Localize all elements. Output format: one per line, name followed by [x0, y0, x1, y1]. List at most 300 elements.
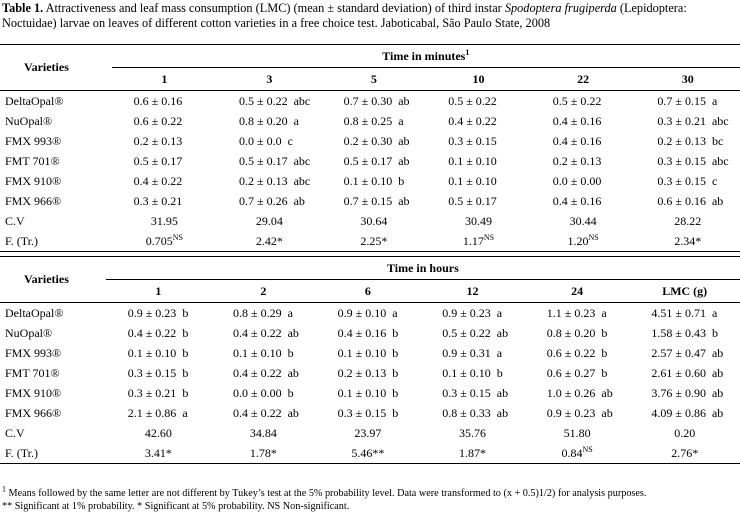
variety-name: FMT 701®: [5, 153, 60, 168]
table-row: [0, 111, 740, 131]
f-value: [426, 231, 531, 252]
cell-value: 0.0 ± 0.0: [239, 133, 282, 148]
cell-wrap: [106, 346, 211, 361]
data-cell: [217, 131, 322, 151]
cell-wrap: [112, 194, 217, 209]
data-cell: [112, 91, 217, 112]
data-cell: [106, 363, 211, 383]
significance-letter: ab: [496, 405, 509, 420]
cell-wrap: [525, 366, 630, 381]
data-cell: [211, 363, 316, 383]
cell-value: 0.3 ± 0.21: [657, 113, 706, 128]
significance-letter: abc: [293, 153, 311, 168]
cell-value: 4.09 ± 0.86: [651, 405, 706, 420]
data-cell: [531, 111, 636, 131]
f-value: [322, 231, 427, 252]
cell-wrap: [525, 406, 630, 421]
cv-value: 30.44: [569, 213, 597, 228]
cell-value: 0.5 ± 0.22: [552, 93, 602, 108]
varieties-header: Varieties: [0, 45, 112, 91]
cell-value: 0.8 ± 0.20: [546, 325, 596, 340]
f-number: 0.705: [145, 233, 173, 248]
data-cell: [322, 111, 427, 131]
cell-wrap: [420, 306, 525, 321]
cell-value: 3.76 ± 0.90: [651, 385, 706, 400]
cell-wrap: [426, 154, 531, 169]
cell-value: 0.3 ± 0.15: [657, 173, 706, 188]
table-caption: [2, 1, 738, 31]
data-cell: [629, 403, 740, 423]
data-cell: [525, 403, 630, 423]
cell-value: 0.3 ± 0.21: [133, 193, 183, 208]
footnote-1-sup: 1: [2, 484, 6, 494]
f-number: 1.87*: [459, 445, 486, 460]
significance-letter: ab: [711, 385, 724, 400]
group-header: [112, 45, 740, 68]
cell-value: 0.3 ± 0.15: [337, 405, 387, 420]
cell-wrap: [426, 114, 531, 129]
f-value: [106, 443, 211, 464]
cell-value: 0.2 ± 0.13: [239, 173, 288, 188]
cell-wrap: [112, 134, 217, 149]
cell-value: 0.1 ± 0.10: [448, 173, 497, 188]
data-cell: [106, 403, 211, 423]
cell-value: 2.1 ± 0.86: [127, 405, 177, 420]
variety-name: FMX 966®: [5, 193, 62, 208]
cell-wrap: [629, 366, 740, 381]
data-cell: [629, 323, 740, 343]
column-header: 12: [466, 283, 479, 298]
cell-wrap: [420, 386, 525, 401]
cell-value: 2.61 ± 0.60: [651, 365, 706, 380]
f-value: [531, 231, 636, 252]
footnotes: [2, 484, 740, 513]
cell-value: 0.7 ± 0.15: [343, 193, 393, 208]
significance-letter: abc: [293, 173, 311, 188]
significance-letter: ab: [398, 193, 410, 208]
data-cell: [211, 383, 316, 403]
data-cell: [629, 363, 740, 383]
footnote-2: ** Significant at 1% probability. * Significant at 5% probability. NS Non-significant.: [2, 501, 350, 512]
data-cell: [316, 323, 421, 343]
variety-name: NuOpal®: [5, 325, 53, 340]
cell-wrap: [635, 114, 740, 129]
data-cell: [106, 303, 211, 324]
significance-letter: b: [392, 345, 399, 360]
cell-wrap: [211, 366, 316, 381]
cell-wrap: [629, 406, 740, 421]
column-header: LMC (g): [662, 283, 708, 298]
cell-wrap: [112, 114, 217, 129]
cell-value: 0.3 ± 0.15: [127, 365, 177, 380]
cell-value: 0.8 ± 0.29: [233, 305, 282, 320]
significance-letter: a: [293, 113, 299, 128]
cv-value: 31.95: [150, 213, 178, 228]
data-cell: [420, 303, 525, 324]
cv-value: 28.22: [674, 213, 702, 228]
cell-value: 0.1 ± 0.10: [442, 365, 491, 380]
cell-wrap: [322, 154, 427, 169]
significance-letter: ab: [711, 193, 724, 208]
f-value: [211, 443, 316, 464]
data-cell: [426, 151, 531, 171]
significance-letter: b: [182, 345, 189, 360]
cell-wrap: [322, 174, 427, 189]
significance-letter: b: [601, 345, 608, 360]
data-cell: [635, 131, 740, 151]
data-cell: [217, 91, 322, 112]
data-cell: [426, 171, 531, 191]
significance-letter: b: [711, 325, 718, 340]
table-row: [0, 383, 740, 403]
data-cell: [322, 171, 427, 191]
cell-value: 0.8 ± 0.20: [239, 113, 288, 128]
cell-value: 0.4 ± 0.16: [552, 113, 602, 128]
significance-letter: ab: [711, 365, 724, 380]
data-cell: [316, 303, 421, 324]
cv-value: 23.97: [354, 425, 382, 440]
cell-value: 0.7 ± 0.26: [239, 193, 288, 208]
cell-value: 0.5 ± 0.17: [239, 153, 288, 168]
f-label: F. (Tr.): [0, 231, 112, 252]
data-cell: [112, 131, 217, 151]
data-cell: [217, 171, 322, 191]
f-number: 3.41*: [144, 445, 172, 460]
f-number: 2.76*: [671, 445, 699, 460]
significance-letter: c: [287, 133, 293, 148]
significance-letter: a: [496, 305, 503, 320]
group-header-text: Time in minutes: [382, 48, 466, 63]
variety-name: DeltaOpal®: [0, 91, 112, 112]
cell-wrap: [211, 386, 316, 401]
significance-letter: a: [392, 305, 398, 320]
cell-wrap: [106, 306, 211, 321]
cell-wrap: [629, 306, 740, 321]
cell-value: 0.1 ± 0.10: [448, 153, 497, 168]
cv-row: [0, 423, 740, 443]
cell-value: 0.9 ± 0.23: [546, 405, 596, 420]
variety-name: FMX 910®: [5, 173, 62, 188]
significance-letter: a: [182, 405, 188, 420]
cell-wrap: [426, 134, 531, 149]
f-number: 5.46**: [351, 445, 385, 460]
cell-value: 4.51 ± 0.71: [651, 305, 706, 320]
data-cell: [316, 343, 421, 363]
cell-value: 0.3 ± 0.15: [442, 385, 491, 400]
table-row: [0, 343, 740, 363]
data-cell: [525, 343, 630, 363]
significance-letter: a: [496, 345, 503, 360]
cell-value: 0.4 ± 0.22: [233, 405, 282, 420]
cell-wrap: [525, 386, 630, 401]
cell-wrap: [629, 386, 740, 401]
table-row: [0, 303, 740, 324]
cell-wrap: [420, 366, 525, 381]
cell-value: 0.1 ± 0.10: [233, 345, 282, 360]
significance-letter: ab: [287, 365, 299, 380]
table-row: [0, 403, 740, 423]
cell-value: 0.7 ± 0.30: [343, 93, 393, 108]
f-value: [112, 231, 217, 252]
cv-label: C.V: [5, 425, 25, 440]
column-header: 2: [260, 283, 267, 298]
cell-value: 0.4 ± 0.22: [233, 325, 282, 340]
cell-wrap: [217, 174, 322, 189]
cell-value: 2.57 ± 0.47: [651, 345, 706, 360]
cv-value: 29.04: [255, 213, 283, 228]
cell-wrap: [106, 406, 211, 421]
cell-value: 0.6 ± 0.22: [133, 113, 183, 128]
data-cell: [629, 303, 740, 324]
cell-wrap: [426, 174, 531, 189]
cell-value: 0.2 ± 0.30: [343, 133, 393, 148]
cell-value: 0.5 ± 0.22: [239, 93, 288, 108]
variety-name: FMX 966®: [5, 405, 62, 420]
cell-value: 0.5 ± 0.17: [448, 193, 497, 208]
cv-value: 51.80: [563, 425, 591, 440]
cv-value: 35.76: [459, 425, 486, 440]
cell-wrap: [629, 346, 740, 361]
cell-value: 0.5 ± 0.22: [442, 325, 491, 340]
column-header: 3: [266, 71, 273, 86]
significance-letter: abc: [293, 93, 311, 108]
cell-wrap: [316, 326, 421, 341]
significance-letter: b: [182, 305, 189, 320]
f-number: 2.42*: [255, 233, 283, 248]
column-header: 10: [472, 71, 485, 86]
data-cell: [531, 91, 636, 112]
cell-value: 0.9 ± 0.31: [442, 345, 491, 360]
cell-value: 0.6 ± 0.16: [133, 93, 183, 108]
f-row: [0, 231, 740, 252]
cv-row: [0, 211, 740, 231]
data-cell: [217, 151, 322, 171]
cell-wrap: [531, 134, 636, 149]
significance-letter: a: [398, 113, 404, 128]
significance-letter: a: [601, 305, 607, 320]
data-cell: [531, 171, 636, 191]
significance-letter: ab: [496, 325, 509, 340]
cell-value: 0.1 ± 0.10: [127, 345, 177, 360]
data-cell: [217, 111, 322, 131]
significance-letter: ab: [601, 405, 613, 420]
f-number: 2.34*: [674, 233, 702, 248]
table-header-row: [0, 257, 740, 280]
cell-wrap: [426, 194, 531, 209]
column-header-row: [0, 68, 740, 91]
data-cell: [322, 151, 427, 171]
table-row: [0, 191, 740, 211]
data-cell: [112, 171, 217, 191]
cell-value: 0.4 ± 0.22: [127, 325, 177, 340]
cell-value: 0.4 ± 0.16: [552, 193, 602, 208]
significance-letter: abc: [711, 113, 729, 128]
footnote-1: [2, 484, 740, 500]
data-cell: [211, 343, 316, 363]
cv-value: 34.84: [249, 425, 277, 440]
data-cell: [531, 151, 636, 171]
significance-letter: ab: [398, 153, 410, 168]
cell-wrap: [635, 134, 740, 149]
cell-value: 0.0 ± 0.00: [552, 173, 602, 188]
significance-letter: a: [287, 305, 293, 320]
data-cell: [525, 363, 630, 383]
cell-wrap: [322, 194, 427, 209]
data-cell: [112, 151, 217, 171]
data-cell: [531, 131, 636, 151]
cell-value: 0.4 ± 0.22: [448, 113, 497, 128]
cell-value: 0.5 ± 0.17: [133, 153, 183, 168]
cell-wrap: [316, 386, 421, 401]
group-header: Time in hours: [106, 257, 740, 280]
significance-letter: ab: [287, 405, 299, 420]
data-cell: [316, 403, 421, 423]
varieties-header: Varieties: [0, 257, 106, 303]
variety-name: NuOpal®: [5, 113, 53, 128]
cell-wrap: [322, 94, 427, 109]
table-row: [0, 363, 740, 383]
cell-value: 0.6 ± 0.16: [657, 193, 706, 208]
data-cell: [420, 343, 525, 363]
f-number: 0.84: [561, 445, 583, 460]
data-cell: [629, 383, 740, 403]
significance-letter: ab: [293, 193, 305, 208]
cell-wrap: [635, 174, 740, 189]
variety-name: FMT 701®: [5, 365, 60, 380]
significance-letter: ab: [398, 93, 410, 108]
cell-wrap: [635, 194, 740, 209]
data-cell: [217, 191, 322, 211]
data-cell: [426, 131, 531, 151]
cell-value: 0.6 ± 0.22: [546, 345, 596, 360]
data-cell: [635, 151, 740, 171]
cell-value: 0.4 ± 0.16: [552, 133, 602, 148]
data-cell: [525, 323, 630, 343]
table-row: [0, 171, 740, 191]
f-value: [635, 231, 740, 252]
caption-text-a: Attractiveness and leaf mass consumption (LMC) (mean ± standard deviation) of third instar: [43, 1, 505, 15]
cell-wrap: [322, 114, 427, 129]
data-cell: [211, 303, 316, 324]
cell-value: 0.3 ± 0.15: [657, 153, 706, 168]
cell-wrap: [217, 194, 322, 209]
data-cell: [316, 383, 421, 403]
cell-value: 0.3 ± 0.21: [127, 385, 177, 400]
significance-letter: b: [182, 325, 189, 340]
cell-value: 0.4 ± 0.22: [133, 173, 183, 188]
table-row: [0, 151, 740, 171]
cell-value: 0.6 ± 0.27: [546, 365, 596, 380]
data-cell: [635, 191, 740, 211]
f-significance: NS: [483, 232, 495, 242]
f-number: 1.20: [567, 233, 589, 248]
significance-letter: b: [601, 365, 608, 380]
data-cell: [426, 191, 531, 211]
column-header: 30: [681, 71, 694, 86]
f-value: [217, 231, 322, 252]
data-cell: [420, 363, 525, 383]
column-header: 1: [161, 71, 168, 86]
cell-wrap: [531, 114, 636, 129]
data-cell: [426, 91, 531, 112]
cell-wrap: [531, 194, 636, 209]
variety-name: FMX 910®: [5, 385, 62, 400]
significance-letter: b: [601, 325, 608, 340]
cell-wrap: [217, 114, 322, 129]
cell-wrap: [426, 94, 531, 109]
cell-wrap: [531, 154, 636, 169]
cell-wrap: [211, 406, 316, 421]
cell-value: 0.8 ± 0.25: [343, 113, 393, 128]
cell-wrap: [211, 346, 316, 361]
f-number: 1.17: [462, 233, 484, 248]
data-cell: [525, 383, 630, 403]
cell-value: 0.5 ± 0.22: [448, 93, 497, 108]
data-cell: [531, 191, 636, 211]
significance-letter: abc: [711, 153, 729, 168]
f-label: F. (Tr.): [0, 443, 106, 464]
f-significance: NS: [172, 232, 183, 242]
data-cell: [211, 323, 316, 343]
cell-wrap: [629, 326, 740, 341]
footnote-1-text: Means followed by the same letter are not different by Tukey’s test at the 5% probability level. Data were transformed to (x + 0.5)1/2) for analysis purposes.: [6, 488, 647, 499]
data-cell: [426, 111, 531, 131]
variety-name: FMX 993®: [5, 133, 62, 148]
significance-letter: ab: [711, 345, 724, 360]
cell-value: 0.9 ± 0.23: [127, 305, 177, 320]
cell-wrap: [316, 406, 421, 421]
cell-value: 0.9 ± 0.23: [442, 305, 491, 320]
cv-value: 0.20: [674, 425, 696, 440]
caption-text-b: (Lepidoptera: Noctuidae) larvae on leaves of different cotton varieties in a free choice test. Jaboticabal, São Paulo State, 2008: [2, 1, 687, 30]
column-header: 24: [571, 283, 584, 298]
significance-letter: ab: [398, 133, 410, 148]
f-row: [0, 443, 740, 464]
cell-value: 1.58 ± 0.43: [651, 325, 706, 340]
data-cell: [322, 91, 427, 112]
cv-value: 42.60: [144, 425, 172, 440]
significance-letter: b: [182, 365, 189, 380]
cell-wrap: [112, 154, 217, 169]
cell-wrap: [525, 326, 630, 341]
significance-letter: b: [392, 405, 399, 420]
significance-letter: b: [392, 325, 399, 340]
cell-wrap: [635, 154, 740, 169]
column-header: 6: [364, 283, 371, 298]
significance-letter: c: [711, 173, 718, 188]
caption-species: Spodoptera frugiperda: [504, 1, 617, 15]
significance-letter: ab: [496, 385, 509, 400]
cell-value: 0.2 ± 0.13: [552, 153, 602, 168]
significance-letter: a: [711, 305, 718, 320]
cell-value: 0.0 ± 0.00: [233, 385, 282, 400]
cell-value: 0.1 ± 0.10: [343, 173, 393, 188]
cell-wrap: [217, 134, 316, 149]
cv-label: C.V: [5, 213, 25, 228]
cv-value: 30.49: [465, 213, 492, 228]
table-header-row: [0, 45, 740, 68]
column-header-row: [0, 280, 740, 303]
table-hours: [0, 256, 740, 464]
data-cell: [322, 191, 427, 211]
data-cell: [106, 343, 211, 363]
f-value: [316, 443, 421, 464]
significance-letter: b: [392, 365, 399, 380]
table-row: [0, 91, 740, 112]
cell-wrap: [316, 306, 421, 321]
data-cell: [420, 403, 525, 423]
significance-letter: b: [287, 385, 294, 400]
